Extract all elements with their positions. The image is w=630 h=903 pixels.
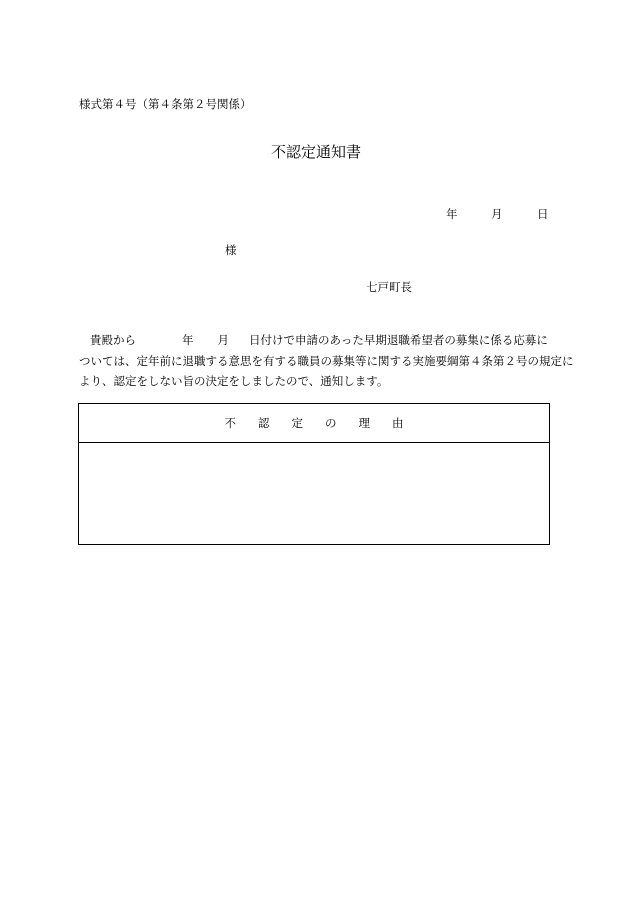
date-day-label: 日 (537, 207, 549, 221)
header-char: 認 (258, 416, 270, 430)
form-number: 様式第４号（第４条第２号関係） (79, 97, 252, 111)
body-month-label: 月 (217, 333, 229, 347)
date-month-label: 月 (491, 207, 503, 221)
recipient-honorific: 様 (225, 243, 237, 257)
notice-body (79, 330, 574, 392)
header-char: の (325, 416, 337, 430)
reason-table-header (79, 404, 549, 443)
date-year-label: 年 (446, 207, 458, 221)
body-application-text: 日付けで申請のあった早期退職希望者の募集に係る応募に (249, 333, 548, 347)
reason-table (78, 403, 550, 545)
body-year-label: 年 (182, 333, 194, 347)
header-char: 定 (291, 416, 303, 430)
header-char: 不 (224, 416, 236, 430)
header-char: 理 (358, 416, 370, 430)
document-title: 不認定通知書 (271, 143, 362, 161)
body-from-text: 貴殿から (90, 333, 136, 347)
body-line-1 (79, 330, 553, 351)
body-line-2: ついては、定年前に退職する意思を有する職員の募集等に関する実施要綱第４条第２号の規定に (79, 353, 574, 368)
issuer-name: 七戸町長 (366, 280, 412, 294)
header-char: 由 (392, 416, 404, 430)
body-line-3: より、認定をしない旨の決定をしましたので、通知します。 (79, 374, 389, 388)
reason-content-area[interactable] (79, 443, 549, 544)
